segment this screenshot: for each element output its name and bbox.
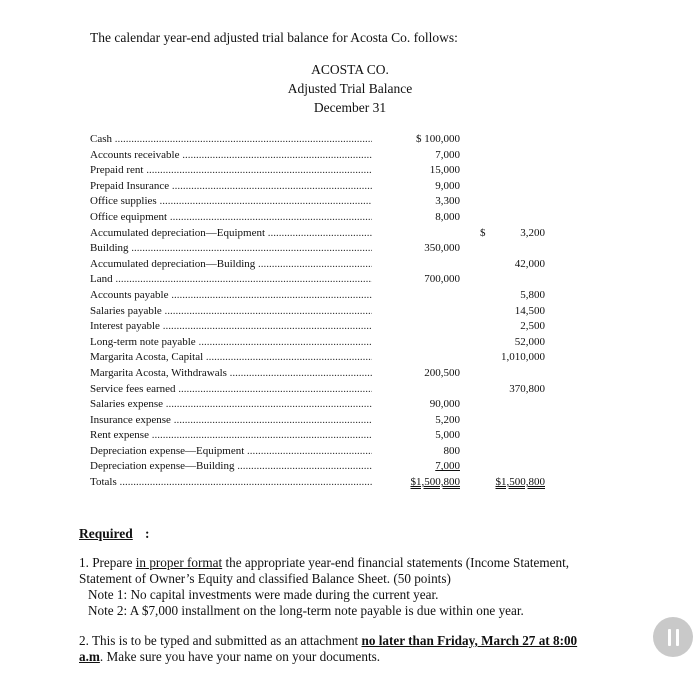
account-name: Long-term note payable ..... xyxy=(90,335,372,351)
credit-amount: 1,010,000 xyxy=(501,351,545,364)
trial-balance-row xyxy=(90,413,560,429)
debit-amount: 700,000 xyxy=(424,273,460,286)
account-name: Insurance expense ..... xyxy=(90,413,372,429)
trial-balance-row xyxy=(90,163,560,179)
account-name: Depreciation expense—Equipment ..... xyxy=(90,444,372,460)
debit-amount: $ 100,000 xyxy=(416,133,460,145)
trial-balance-row xyxy=(90,241,560,257)
account-name: Cash ..... xyxy=(90,132,372,148)
instruction-1-post: the appropriate year-end financial statements (Income Statement, Statement of Owner’s Equity and classified Balance Sheet. (50 points) xyxy=(79,555,570,586)
account-name: Service fees earned ..... xyxy=(90,382,372,398)
account-name: Rent expense ..... xyxy=(90,428,372,444)
account-name: Office equipment ..... xyxy=(90,210,372,226)
intro-text: The calendar year-end adjusted trial balance for Acosta Co. follows: xyxy=(90,30,458,45)
note-2: Note 2: A $7,000 installment on the long-term note payable is due within one year. xyxy=(88,603,524,618)
pause-button[interactable] xyxy=(653,617,693,657)
instruction-1 xyxy=(79,555,599,619)
pause-bar-icon xyxy=(668,629,671,646)
credit-amount: 14,500 xyxy=(514,304,545,317)
debit-amount: 8,000 xyxy=(435,210,460,223)
required-heading: Required xyxy=(79,526,133,541)
debit-amount: $1,500,800 xyxy=(410,476,460,489)
credit-amount: 5,800 xyxy=(520,288,545,301)
debit-amount: 5,200 xyxy=(435,413,460,426)
trial-balance-row xyxy=(90,366,560,382)
trial-balance-row xyxy=(90,148,560,164)
statement-date: December 31 xyxy=(313,100,387,115)
credit-amount: 3,200 xyxy=(520,226,545,239)
credit-amount: $1,500,800 xyxy=(495,476,545,489)
instruction-2-pre: 2. This is to be typed and submitted as an attachment xyxy=(79,633,362,648)
account-name: Salaries expense ..... xyxy=(90,397,372,413)
account-name: Office supplies ..... xyxy=(90,194,372,210)
instruction-1-underlined: in proper format xyxy=(135,555,223,570)
trial-balance-row xyxy=(90,397,560,413)
debit-amount: 3,300 xyxy=(435,195,460,208)
account-name: Accounts receivable ..... xyxy=(90,148,372,164)
account-name: Margarita Acosta, Withdrawals ..... xyxy=(90,366,372,382)
debit-amount: 5,000 xyxy=(435,429,460,442)
credit-dollar-sign: $ xyxy=(480,226,486,239)
trial-balance-row xyxy=(90,335,560,351)
company-name: ACOSTA CO. xyxy=(311,62,389,77)
trial-balance-row xyxy=(90,428,560,444)
account-name: Prepaid rent ..... xyxy=(90,163,372,179)
instruction-2-post: . Make sure you have your name on your documents. xyxy=(99,649,381,664)
credit-amount: 52,000 xyxy=(514,335,545,348)
trial-balance-row xyxy=(90,210,560,226)
trial-balance-row xyxy=(90,132,560,148)
account-name: Building ..... xyxy=(90,241,372,257)
trial-balance-row xyxy=(90,459,560,475)
account-name: Salaries payable ..... xyxy=(90,304,372,320)
credit-amount: 370,800 xyxy=(509,382,545,395)
account-name: Land ..... xyxy=(90,272,372,288)
instruction-2-deadline: no later than Friday, March 27 at 8:00 a.m xyxy=(79,633,578,664)
trial-balance-row xyxy=(90,272,560,288)
account-name: Interest payable ..... xyxy=(90,319,372,335)
trial-balance-row xyxy=(90,444,560,460)
trial-balance-row xyxy=(90,288,560,304)
debit-amount: 800 xyxy=(443,444,460,457)
pause-bar-icon xyxy=(676,629,679,646)
debit-amount: 350,000 xyxy=(424,242,460,255)
debit-amount: 200,500 xyxy=(424,366,460,379)
trial-balance-row xyxy=(90,194,560,210)
debit-amount: 7,000 xyxy=(435,460,460,473)
credit-amount: 42,000 xyxy=(514,257,545,270)
trial-balance-row xyxy=(90,382,560,398)
debit-amount: 15,000 xyxy=(429,164,460,177)
account-name: Margarita Acosta, Capital ..... xyxy=(90,350,372,366)
account-name: Depreciation expense—Building ..... xyxy=(90,459,372,475)
trial-balance-table xyxy=(90,132,560,491)
debit-amount: 7,000 xyxy=(435,148,460,161)
trial-balance-row xyxy=(90,304,560,320)
account-name: Accumulated depreciation—Equipment ..... xyxy=(90,226,372,242)
instruction-2 xyxy=(79,633,599,665)
debit-amount: 9,000 xyxy=(435,179,460,192)
trial-balance-row xyxy=(90,179,560,195)
credit-amount: 2,500 xyxy=(520,320,545,333)
trial-balance-row xyxy=(90,350,560,366)
account-name: Prepaid Insurance ..... xyxy=(90,179,372,195)
trial-balance-row xyxy=(90,257,560,273)
trial-balance-row xyxy=(90,319,560,335)
trial-balance-row xyxy=(90,226,560,242)
instruction-1-pre: 1. Prepare xyxy=(79,555,136,570)
debit-amount: 90,000 xyxy=(429,398,460,411)
account-name: Totals ..... xyxy=(90,475,372,491)
note-1: Note 1: No capital investments were made during the current year. xyxy=(88,587,439,602)
account-name: Accumulated depreciation—Building ..... xyxy=(90,257,372,273)
required-colon: : xyxy=(145,526,150,541)
account-name: Accounts payable ..... xyxy=(90,288,372,304)
trial-balance-row xyxy=(90,475,560,491)
statement-title: Adjusted Trial Balance xyxy=(287,81,413,96)
